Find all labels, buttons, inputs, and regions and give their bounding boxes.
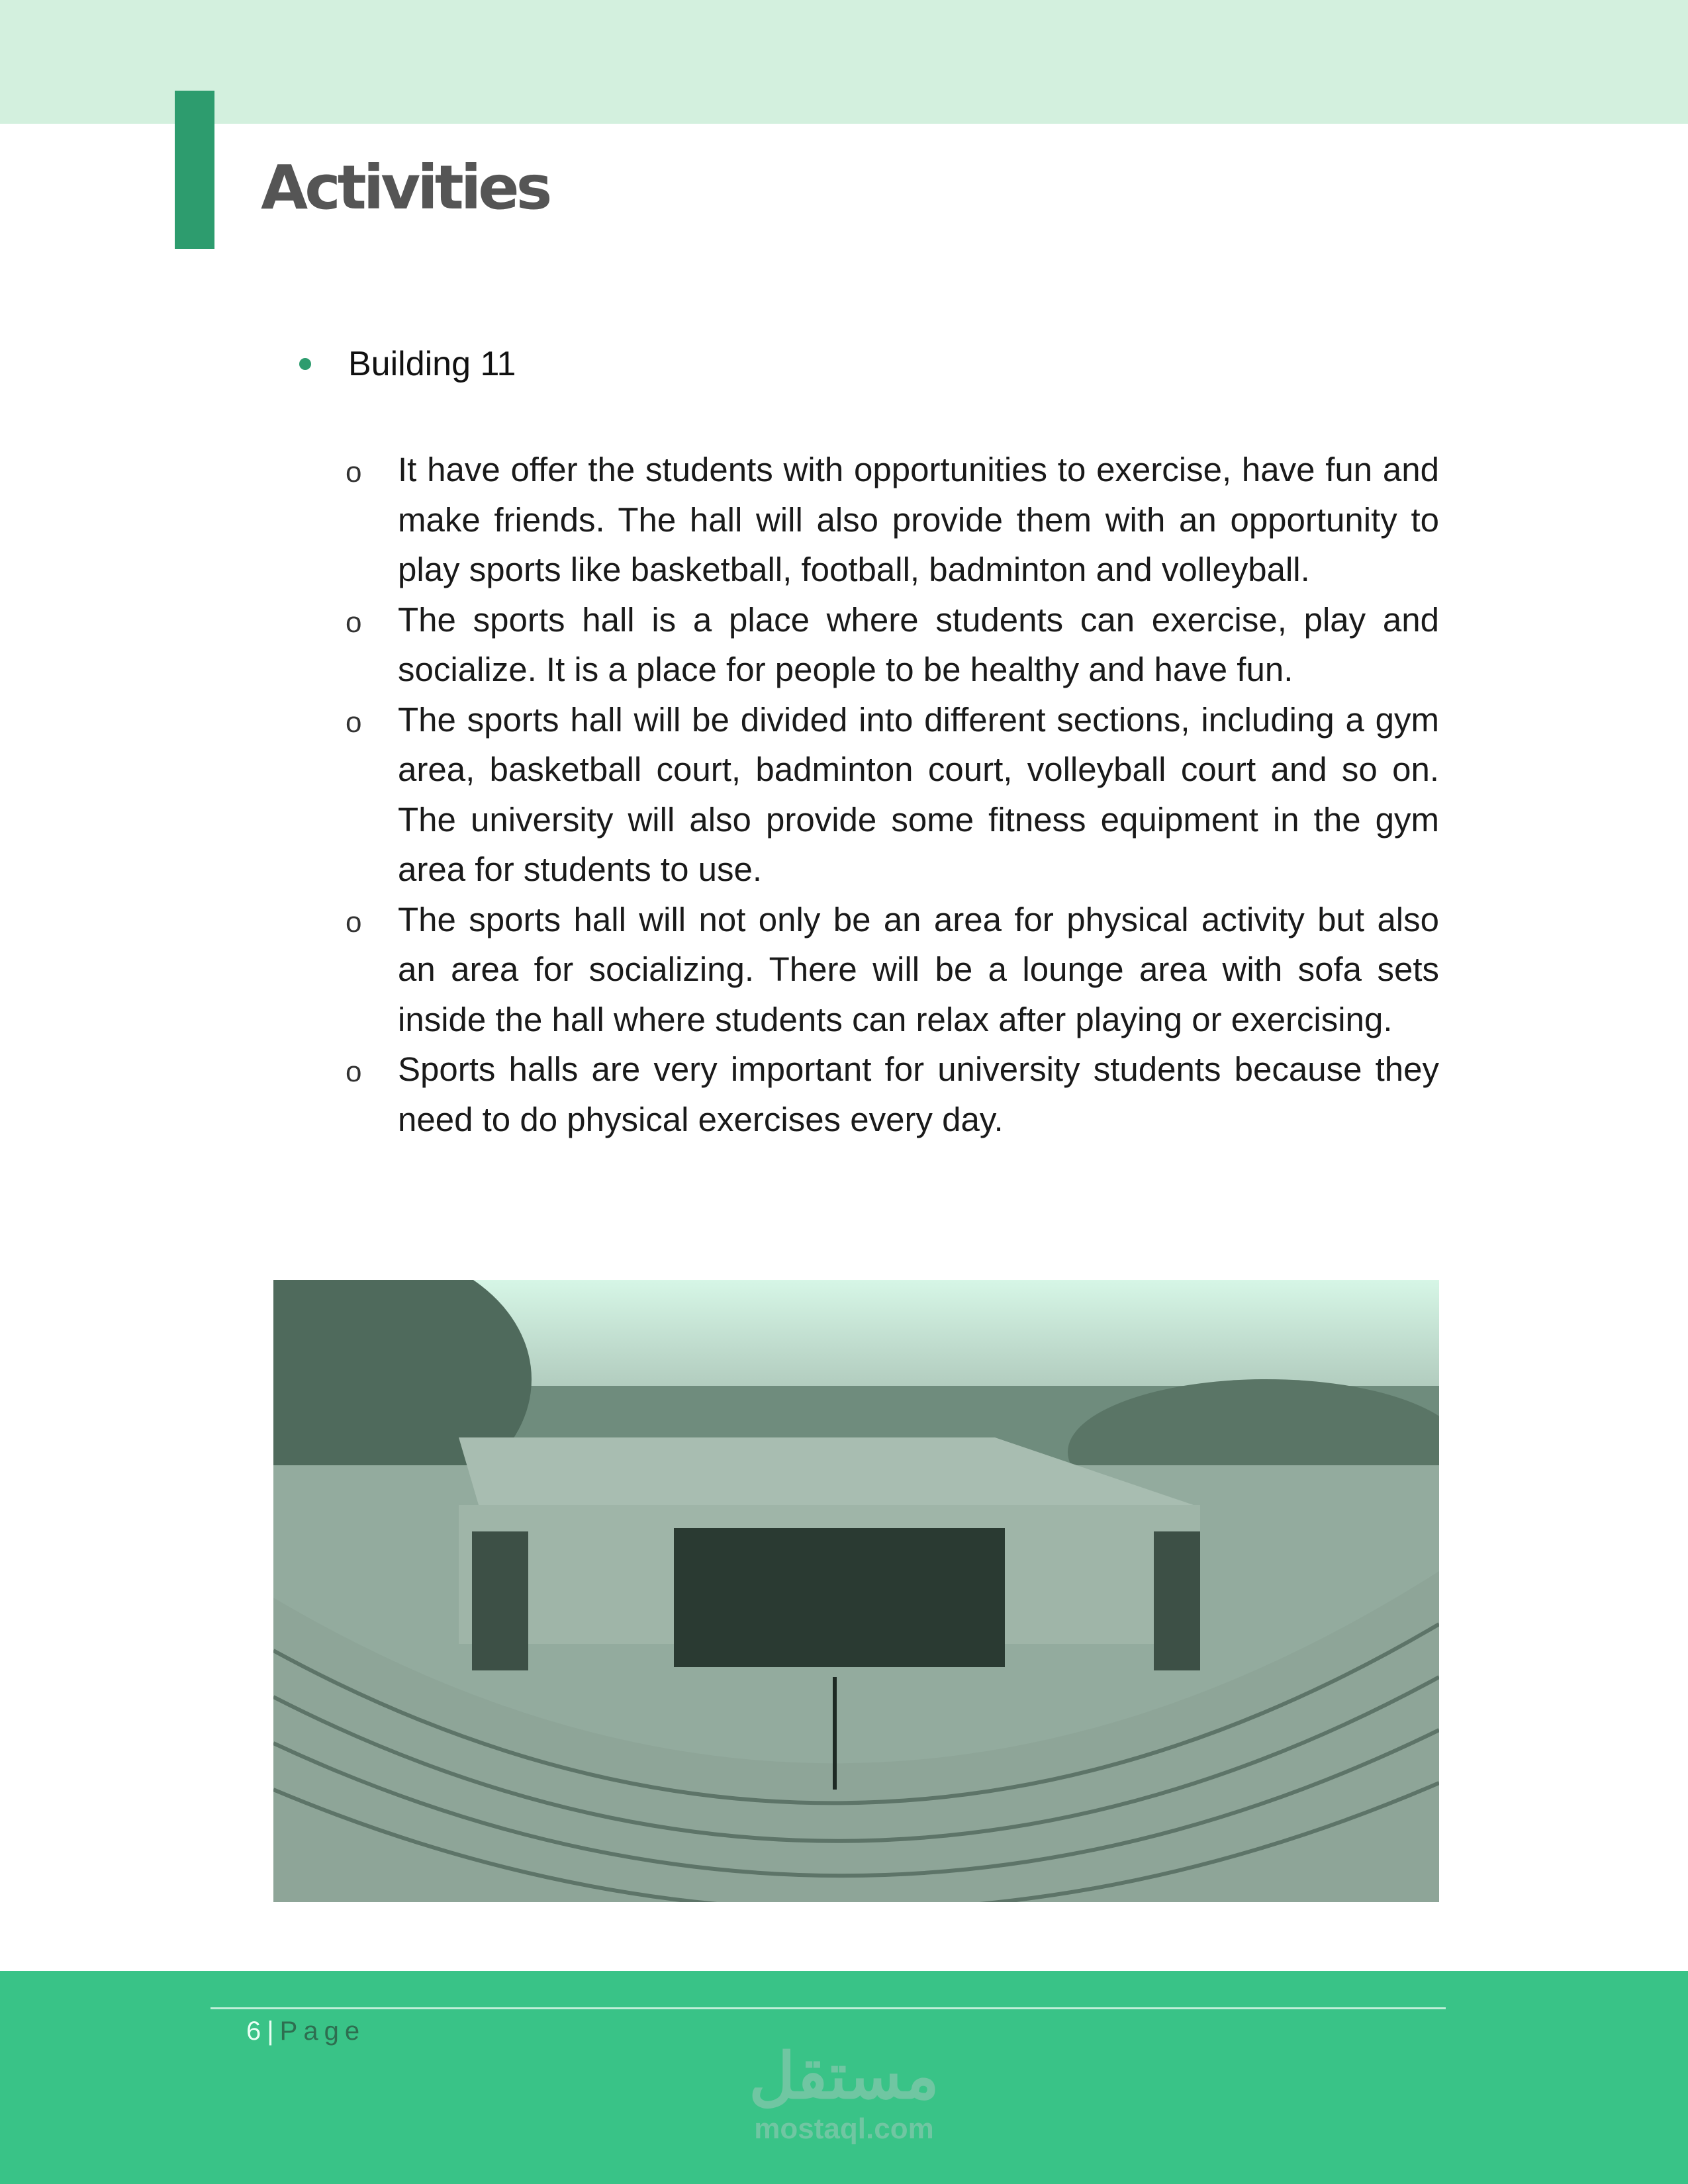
list-item — [346, 1044, 1439, 1144]
page-number-separator: | — [267, 2017, 280, 2046]
title-accent-bar — [175, 91, 214, 249]
section-heading-text: Building 11 — [348, 345, 516, 383]
watermark-domain: mostaql.com — [754, 2113, 934, 2145]
photo-illustration — [273, 1280, 1439, 1902]
circle-bullet-icon: o — [346, 606, 362, 639]
list-item — [346, 895, 1439, 1045]
circle-bullet-icon: o — [346, 456, 362, 488]
watermark-arabic: مستقل — [749, 2041, 939, 2112]
circle-bullet-icon: o — [346, 905, 362, 938]
page-label: Page — [279, 2017, 366, 2046]
list-item-text: The sports hall will be divided into different sections, including a gym area, basketball court, badminton court, volleyball court and so on. The university will also provide some fitness equipment in the gym area for students to use. — [398, 700, 1439, 888]
footer-divider — [211, 2007, 1446, 2009]
section-heading — [299, 344, 516, 384]
header-band — [0, 0, 1688, 124]
list-item — [346, 445, 1439, 595]
sports-hall-photo — [273, 1280, 1439, 1902]
list-item — [346, 595, 1439, 695]
bullet-icon — [299, 358, 311, 370]
page-title: Activities — [261, 152, 549, 223]
list-item-text: The sports hall will not only be an area for physical activity but also an area for socializing. There will be a lounge area with sofa sets inside the hall where students can relax after playing or exercising. — [398, 900, 1439, 1038]
watermark-logo — [738, 2041, 950, 2146]
page-number-value: 6 — [246, 2017, 267, 2046]
circle-bullet-icon: o — [346, 1056, 362, 1088]
page-number — [246, 2017, 365, 2046]
list-item — [346, 695, 1439, 895]
sub-list — [346, 445, 1439, 1144]
circle-bullet-icon: o — [346, 705, 362, 739]
list-item-text: The sports hall is a place where students can exercise, play and socialize. It is a place for people to be healthy and have fun. — [398, 600, 1439, 688]
list-item-text: Sports halls are very important for university students because they need to do physical exercises every day. — [398, 1050, 1439, 1138]
list-item-text: It have offer the students with opportunities to exercise, have fun and make friends. The hall will also provide them with an opportunity to play sports like basketball, football, badminton and volleyball. — [398, 451, 1439, 588]
